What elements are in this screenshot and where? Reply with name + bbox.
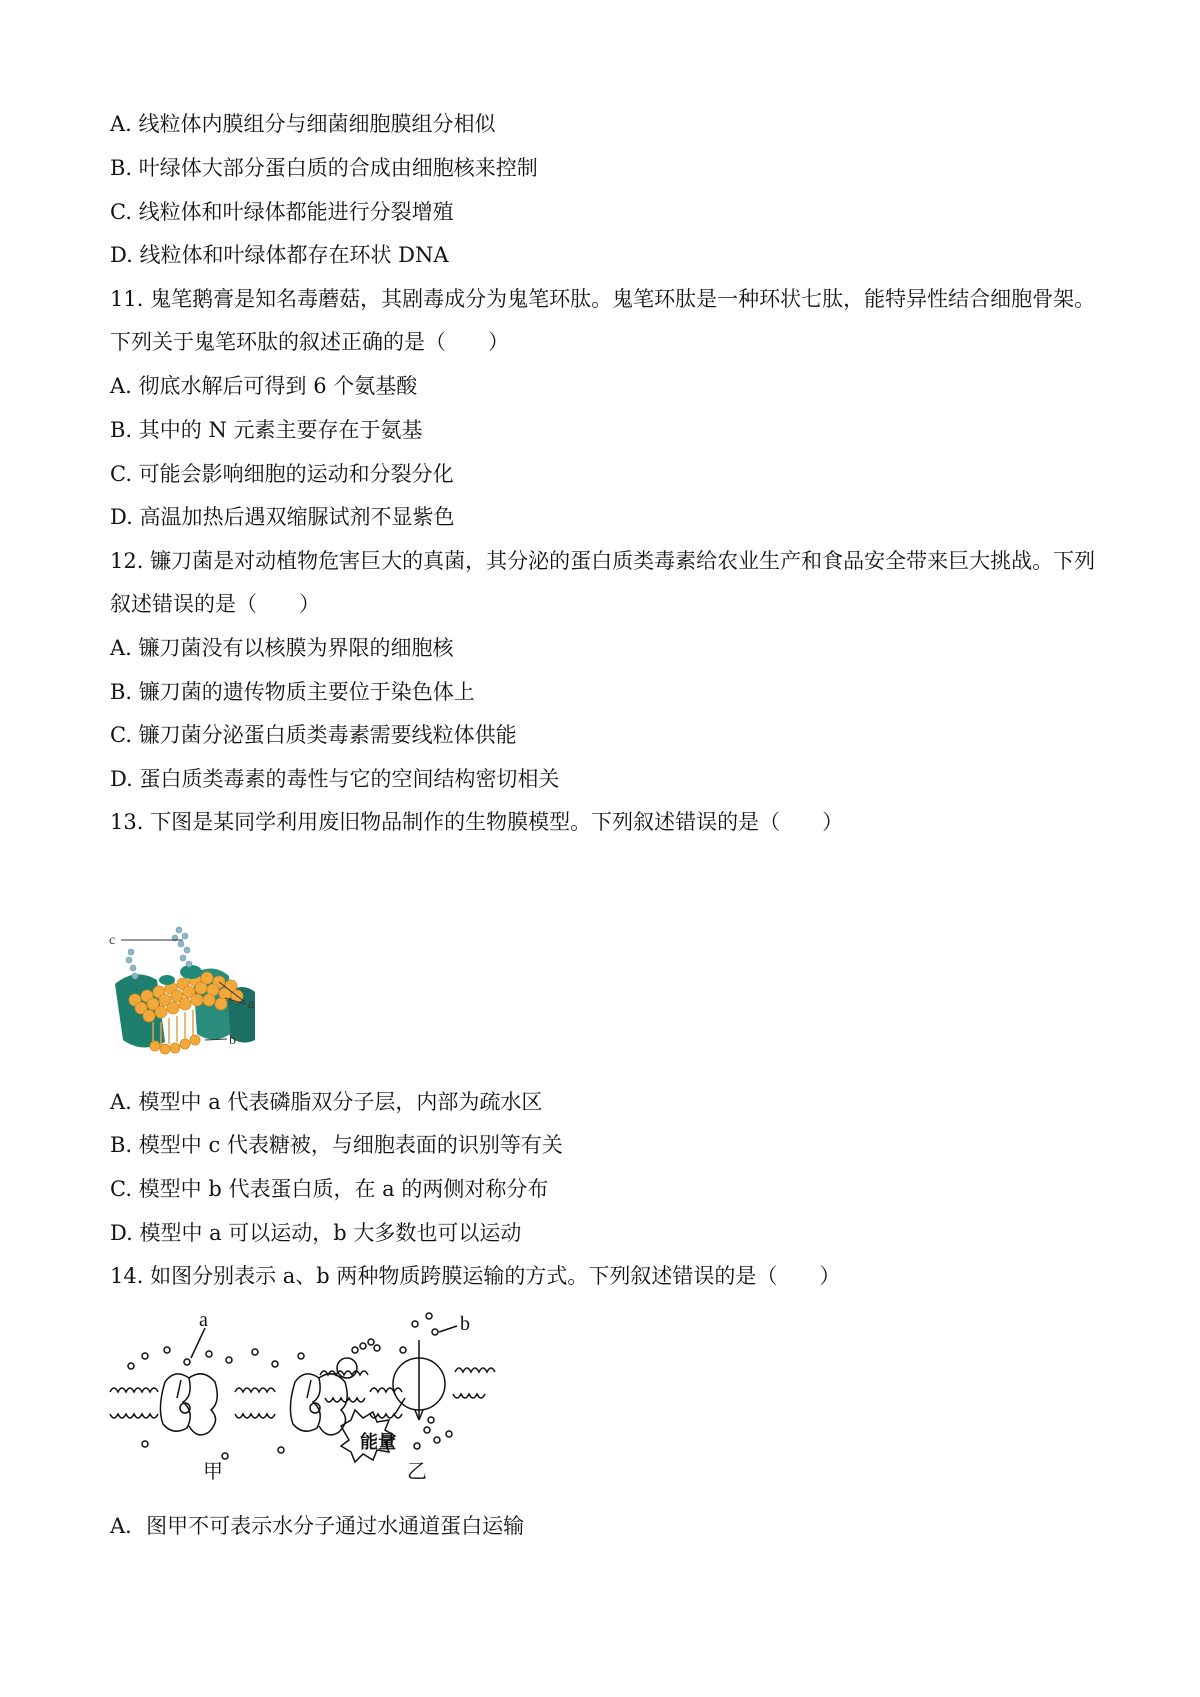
label-b: b [229,1033,236,1048]
q10-option-b: B. 叶绿体大部分蛋白质的合成由细胞核来控制 [110,156,538,180]
label-yi: 乙 [407,1459,427,1483]
membrane-model-diagram [105,922,280,1062]
q11-option-d: D. 高温加热后遇双缩脲试剂不显紫色 [110,505,455,529]
q10-option-a: A. 线粒体内膜组分与细菌细胞膜组分相似 [110,112,496,136]
q11-stem-line-1: 11. 鬼笔鹅膏是知名毒蘑菇，其剧毒成分为鬼笔环肽。鬼笔环肽是一种环状七肽，能特异性结合细胞骨架。 [110,287,1096,311]
q12-option-b: B. 镰刀菌的遗传物质主要位于染色体上 [110,680,475,704]
q12-option-a: A. 镰刀菌没有以核膜为界限的细胞核 [110,636,454,660]
label-a: a [199,1310,208,1331]
membrane-transport-figure [105,1310,555,1485]
q13-option-b: B. 模型中 c 代表糖被，与细胞表面的识别等有关 [110,1133,563,1157]
membrane-model-figure [105,922,280,1062]
label-a: a [248,997,255,1012]
q12-option-c: C. 镰刀菌分泌蛋白质类毒素需要线粒体供能 [110,723,517,747]
q12-stem-line-1: 12. 镰刀菌是对动植物危害巨大的真菌，其分泌的蛋白质类毒素给农业生产和食品安全带来巨大挑战。下列 [110,549,1096,573]
q14-option-a: A．图甲不可表示水分子通过水通道蛋白运输 [110,1514,525,1538]
q12-stem-line-2: 叙述错误的是（ ） [110,592,320,616]
q11-option-a: A. 彻底水解后可得到 6 个氨基酸 [110,374,418,398]
q13-option-c: C. 模型中 b 代表蛋白质，在 a 的两侧对称分布 [110,1177,549,1201]
q12-option-d: D. 蛋白质类毒素的毒性与它的空间结构密切相关 [110,767,560,791]
label-b: b [460,1313,470,1335]
q13-stem: 13. 下图是某同学利用废旧物品制作的生物膜模型。下列叙述错误的是（ ） [110,810,844,834]
membrane-transport-diagram [105,1310,555,1485]
label-c: c [109,933,116,948]
q10-option-d: D. 线粒体和叶绿体都存在环状 DNA [110,243,449,267]
q13-option-a: A. 模型中 a 代表磷脂双分子层，内部为疏水区 [110,1090,543,1114]
q11-stem-line-2: 下列关于鬼笔环肽的叙述正确的是（ ） [110,330,509,354]
q14-stem: 14. 如图分别表示 a、b 两种物质跨膜运输的方式。下列叙述错误的是（ ） [110,1264,841,1288]
q11-option-c: C. 可能会影响细胞的运动和分裂分化 [110,462,454,486]
q10-option-c: C. 线粒体和叶绿体都能进行分裂增殖 [110,200,454,224]
label-energy: 能量 [360,1432,396,1453]
q13-option-d: D. 模型中 a 可以运动，b 大多数也可以运动 [110,1221,522,1245]
label-jia: 甲 [203,1459,223,1483]
q11-option-b: B. 其中的 N 元素主要存在于氨基 [110,418,423,442]
